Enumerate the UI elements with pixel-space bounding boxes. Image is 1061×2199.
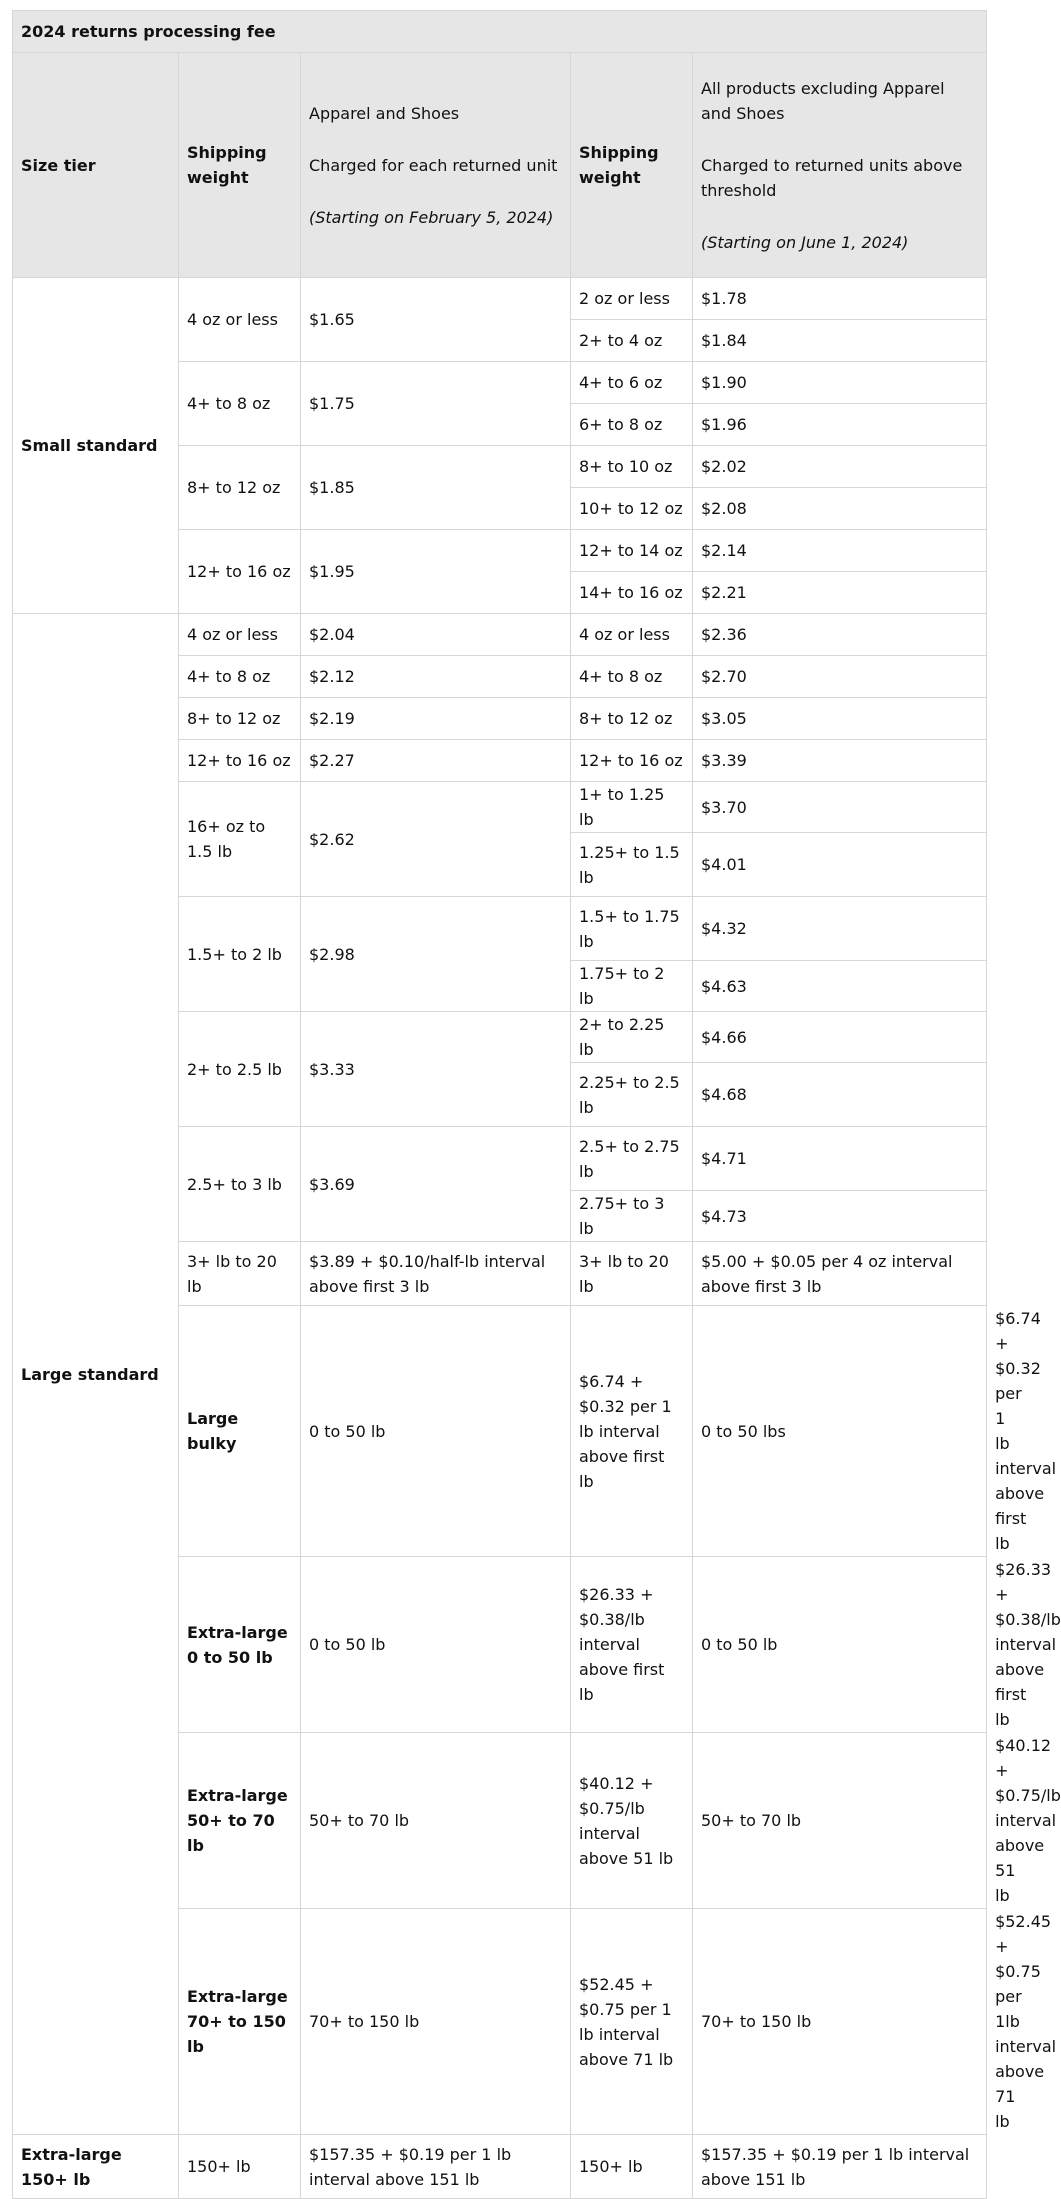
apparel-weight: 2+ to 2.5 lb [179, 1012, 301, 1127]
apparel-weight: 2.5+ to 3 lb [179, 1127, 301, 1242]
other-fee: $4.66 [693, 1012, 987, 1063]
apparel-weight: 12+ to 16 oz [179, 740, 301, 782]
apparel-weight: 16+ oz to 1.5 lb [179, 782, 301, 897]
tier-large-standard: Large standard [13, 614, 179, 2135]
other-weight: 0 to 50 lbs [693, 1306, 987, 1557]
tier-xl-50-70: Extra-large 50+ to 70 lb [179, 1733, 301, 1909]
other-fee: $157.35 + $0.19 per 1 lb interval above 151 lb [693, 2135, 987, 2199]
other-weight: 4 oz or less [571, 614, 693, 656]
apparel-fee: $2.98 [301, 897, 571, 1012]
apparel-weight: 4 oz or less [179, 278, 301, 362]
apparel-weight: 150+ lb [179, 2135, 301, 2199]
header-apparel-title: Apparel and Shoes [309, 103, 460, 123]
apparel-fee: $2.19 [301, 698, 571, 740]
other-fee: $5.00 + $0.05 per 4 oz interval above first 3 lb [693, 1242, 987, 1306]
other-weight: 1.5+ to 1.75 lb [571, 897, 693, 961]
other-fee: $3.39 [693, 740, 987, 782]
apparel-weight: 3+ lb to 20 lb [179, 1242, 301, 1306]
other-weight: 14+ to 16 oz [571, 572, 693, 614]
other-fee: $1.84 [693, 320, 987, 362]
tier-small-standard: Small standard [13, 278, 179, 614]
header-other [693, 53, 987, 278]
other-fee: $4.71 [693, 1127, 987, 1191]
header-shipping-weight-2: Shipping weight [571, 53, 693, 278]
apparel-weight: 70+ to 150 lb [301, 1909, 571, 2135]
apparel-fee: $40.12 + $0.75/lb interval above 51 lb [571, 1733, 693, 1909]
table-row: Extra-large 50+ to 70 lb 50+ to 70 lb $40.12 + $0.75/lb interval above 51 lb 50+ to 70 lb $40.12 + $0.75/lb interval above 51 lb [13, 1733, 987, 1909]
other-weight: 2.75+ to 3 lb [571, 1191, 693, 1242]
apparel-fee: $1.85 [301, 446, 571, 530]
apparel-fee: $26.33 + $0.38/lb interval above first lb [571, 1557, 693, 1733]
apparel-fee: $3.33 [301, 1012, 571, 1127]
other-fee: $2.36 [693, 614, 987, 656]
other-weight: 50+ to 70 lb [693, 1733, 987, 1909]
apparel-weight: 8+ to 12 oz [179, 698, 301, 740]
other-fee: $2.02 [693, 446, 987, 488]
apparel-fee: $1.95 [301, 530, 571, 614]
apparel-fee: $3.69 [301, 1127, 571, 1242]
other-weight: 6+ to 8 oz [571, 404, 693, 446]
other-weight: 1.75+ to 2 lb [571, 961, 693, 1012]
other-fee: $1.96 [693, 404, 987, 446]
table-row [13, 278, 987, 320]
header-other-charge: Charged to returned units above threshold [701, 155, 963, 200]
apparel-fee: $1.65 [301, 278, 571, 362]
apparel-fee: $2.27 [301, 740, 571, 782]
header-apparel [301, 53, 571, 278]
other-fee: $2.21 [693, 572, 987, 614]
apparel-weight: 12+ to 16 oz [179, 530, 301, 614]
other-fee: $4.73 [693, 1191, 987, 1242]
other-weight: 1.25+ to 1.5 lb [571, 833, 693, 897]
apparel-fee: $52.45 + $0.75 per 1 lb interval above 71 lb [571, 1909, 693, 2135]
table-row [13, 2135, 987, 2199]
table-row: Large bulky 0 to 50 lb $6.74 + $0.32 per 1 lb interval above first lb 0 to 50 lbs $6.74 + $0.32 per 1 lb interval above first lb [13, 1306, 987, 1557]
apparel-fee: $2.04 [301, 614, 571, 656]
other-weight: 12+ to 14 oz [571, 530, 693, 572]
other-weight: 150+ lb [571, 2135, 693, 2199]
apparel-fee: $2.12 [301, 656, 571, 698]
other-fee: $3.05 [693, 698, 987, 740]
apparel-weight: 0 to 50 lb [301, 1306, 571, 1557]
returns-fee-table [12, 10, 1061, 2199]
header-apparel-charge: Charged for each returned unit [309, 155, 558, 175]
header-row [13, 53, 987, 278]
other-fee: $2.08 [693, 488, 987, 530]
tier-large-bulky: Large bulky [179, 1306, 301, 1557]
other-fee: $4.63 [693, 961, 987, 1012]
other-fee: $3.70 [693, 782, 987, 833]
fee-table-container [12, 10, 1061, 2199]
other-fee: $1.78 [693, 278, 987, 320]
table-row: Extra-large 0 to 50 lb 0 to 50 lb $26.33 + $0.38/lb interval above first lb 0 to 50 lb $26.33 + $0.38/lb interval above first lb [13, 1557, 987, 1733]
other-weight: 3+ lb to 20 lb [571, 1242, 693, 1306]
other-weight: 70+ to 150 lb [693, 1909, 987, 2135]
other-weight: 4+ to 8 oz [571, 656, 693, 698]
other-weight: 2 oz or less [571, 278, 693, 320]
other-weight: 2.25+ to 2.5 lb [571, 1063, 693, 1127]
tier-xl-70-150: Extra-large 70+ to 150 lb [179, 1909, 301, 2135]
table-row: Extra-large 70+ to 150 lb 70+ to 150 lb $52.45 + $0.75 per 1 lb interval above 71 lb 70+ to 150 lb $52.45 + $0.75 per 1lb interval above 71 lb [13, 1909, 987, 2135]
other-weight: 4+ to 6 oz [571, 362, 693, 404]
other-weight: 12+ to 16 oz [571, 740, 693, 782]
other-weight: 1+ to 1.25 lb [571, 782, 693, 833]
other-fee: $2.14 [693, 530, 987, 572]
apparel-weight: 4+ to 8 oz [179, 362, 301, 446]
other-weight: 2+ to 4 oz [571, 320, 693, 362]
apparel-weight: 4+ to 8 oz [179, 656, 301, 698]
apparel-fee: $3.89 + $0.10/half-lb interval above first 3 lb [301, 1242, 571, 1306]
table-title: 2024 returns processing fee [13, 11, 987, 53]
apparel-fee: $157.35 + $0.19 per 1 lb interval above 151 lb [301, 2135, 571, 2199]
other-fee: $4.01 [693, 833, 987, 897]
table-row [13, 614, 987, 656]
apparel-weight: 1.5+ to 2 lb [179, 897, 301, 1012]
other-fee: $4.68 [693, 1063, 987, 1127]
header-apparel-date: (Starting on February 5, 2024) [309, 207, 554, 227]
header-other-date: (Starting on June 1, 2024) [701, 232, 909, 252]
apparel-weight: 50+ to 70 lb [301, 1733, 571, 1909]
other-fee: $1.90 [693, 362, 987, 404]
apparel-fee: $1.75 [301, 362, 571, 446]
apparel-fee: $2.62 [301, 782, 571, 897]
other-weight: 10+ to 12 oz [571, 488, 693, 530]
other-weight: 8+ to 12 oz [571, 698, 693, 740]
other-weight: 2+ to 2.25 lb [571, 1012, 693, 1063]
tier-xl-0-50: Extra-large 0 to 50 lb [179, 1557, 301, 1733]
apparel-fee: $6.74 + $0.32 per 1 lb interval above first lb [571, 1306, 693, 1557]
header-size-tier: Size tier [13, 53, 179, 278]
other-fee: $4.32 [693, 897, 987, 961]
apparel-weight: 4 oz or less [179, 614, 301, 656]
table-title-row [13, 11, 987, 53]
header-shipping-weight: Shipping weight [179, 53, 301, 278]
other-weight: 0 to 50 lb [693, 1557, 987, 1733]
apparel-weight: 8+ to 12 oz [179, 446, 301, 530]
other-weight: 2.5+ to 2.75 lb [571, 1127, 693, 1191]
header-other-title: All products excluding Apparel and Shoes [701, 78, 945, 123]
other-fee: $2.70 [693, 656, 987, 698]
other-weight: 8+ to 10 oz [571, 446, 693, 488]
apparel-weight: 0 to 50 lb [301, 1557, 571, 1733]
tier-xl-150: Extra-large 150+ lb [13, 2135, 179, 2199]
